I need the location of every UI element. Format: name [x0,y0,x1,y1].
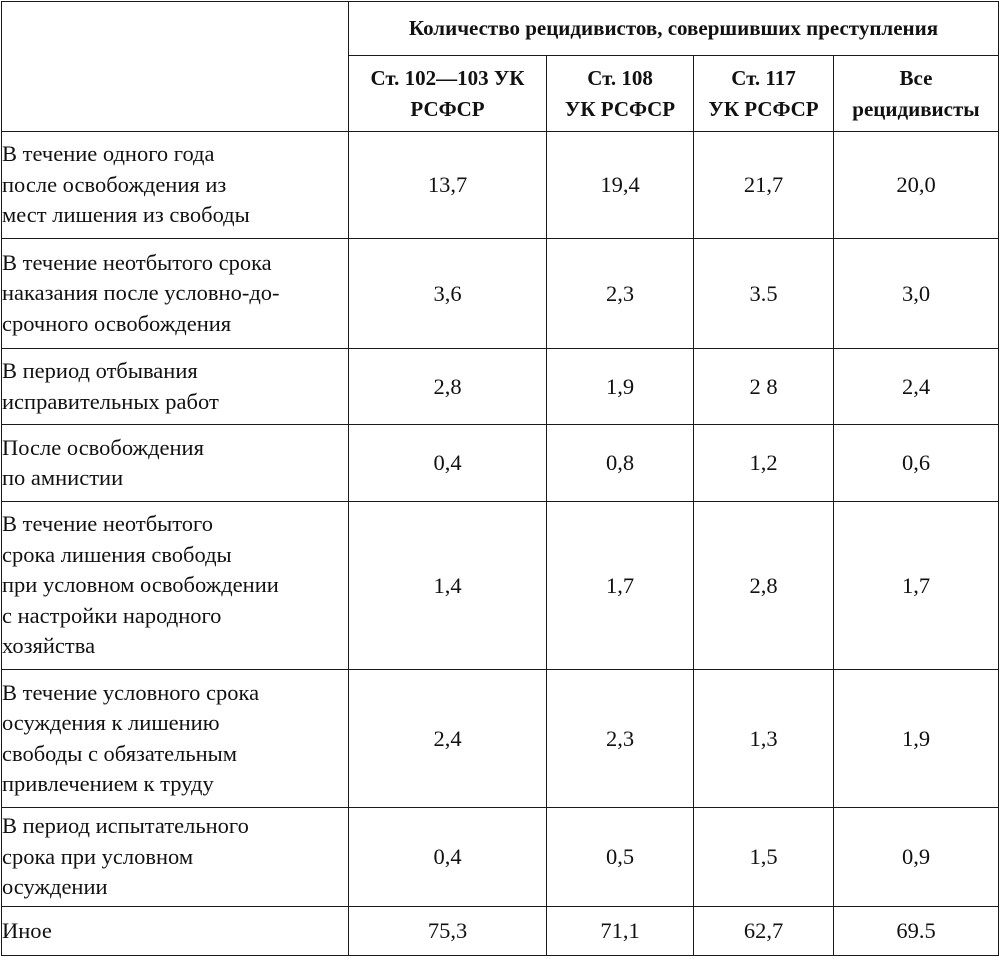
value-cell: 3.5 [694,239,834,349]
value-cell: 1,5 [694,808,834,907]
value-cell: 1,9 [547,349,694,425]
table-row [2,907,999,956]
row-label: В период испытательного срока при условном осуждении [2,808,349,907]
row-label: В течение неотбытого срока лишения свободы при условном освобождении с настройки народного хозяйства [2,502,349,670]
recidivist-table [1,1,999,956]
group-header: Количество рецидивистов, совершивших преступления [349,2,999,56]
value-cell: 13,7 [349,132,547,239]
value-cell: 2,4 [834,349,999,425]
column-header-art-117: Ст. 117 УК РСФСР [694,56,834,132]
value-cell: 1,7 [547,502,694,670]
value-cell: 1,4 [349,502,547,670]
corner-header-cell [2,2,349,132]
column-header-all-recidivists: Все рецидивисты [834,56,999,132]
table-row [2,670,999,808]
value-cell: 20,0 [834,132,999,239]
row-label: В течение неотбытого срока наказания после условно-до- срочного освобождения [2,239,349,349]
value-cell: 62,7 [694,907,834,956]
value-cell: 3,6 [349,239,547,349]
value-cell: 2,8 [694,502,834,670]
value-cell: 0,8 [547,425,694,502]
value-cell: 2,4 [349,670,547,808]
column-header-art-108: Ст. 108 УК РСФСР [547,56,694,132]
value-cell: 0,4 [349,425,547,502]
value-cell: 71,1 [547,907,694,956]
table-row [2,502,999,670]
table-row [2,349,999,425]
table-row [2,132,999,239]
value-cell: 69.5 [834,907,999,956]
column-header-art-102-103: Ст. 102—103 УК РСФСР [349,56,547,132]
value-cell: 1,3 [694,670,834,808]
table-row [2,425,999,502]
table-row [2,239,999,349]
value-cell: 0,5 [547,808,694,907]
row-label: В течение условного срока осуждения к лишению свободы с обязательным привлечением к труду [2,670,349,808]
value-cell: 2 8 [694,349,834,425]
value-cell: 3,0 [834,239,999,349]
value-cell: 2,3 [547,239,694,349]
value-cell: 1,2 [694,425,834,502]
value-cell: 1,9 [834,670,999,808]
value-cell: 2,8 [349,349,547,425]
value-cell: 2,3 [547,670,694,808]
value-cell: 21,7 [694,132,834,239]
value-cell: 19,4 [547,132,694,239]
value-cell: 75,3 [349,907,547,956]
value-cell: 0,4 [349,808,547,907]
value-cell: 0,9 [834,808,999,907]
row-label: Иное [2,907,349,956]
header-row-group [2,2,999,56]
row-label: После освобождения по амнистии [2,425,349,502]
row-label: В течение одного года после освобождения из мест лишения из свободы [2,132,349,239]
row-label: В период отбывания исправительных работ [2,349,349,425]
table-row [2,808,999,907]
value-cell: 0,6 [834,425,999,502]
value-cell: 1,7 [834,502,999,670]
